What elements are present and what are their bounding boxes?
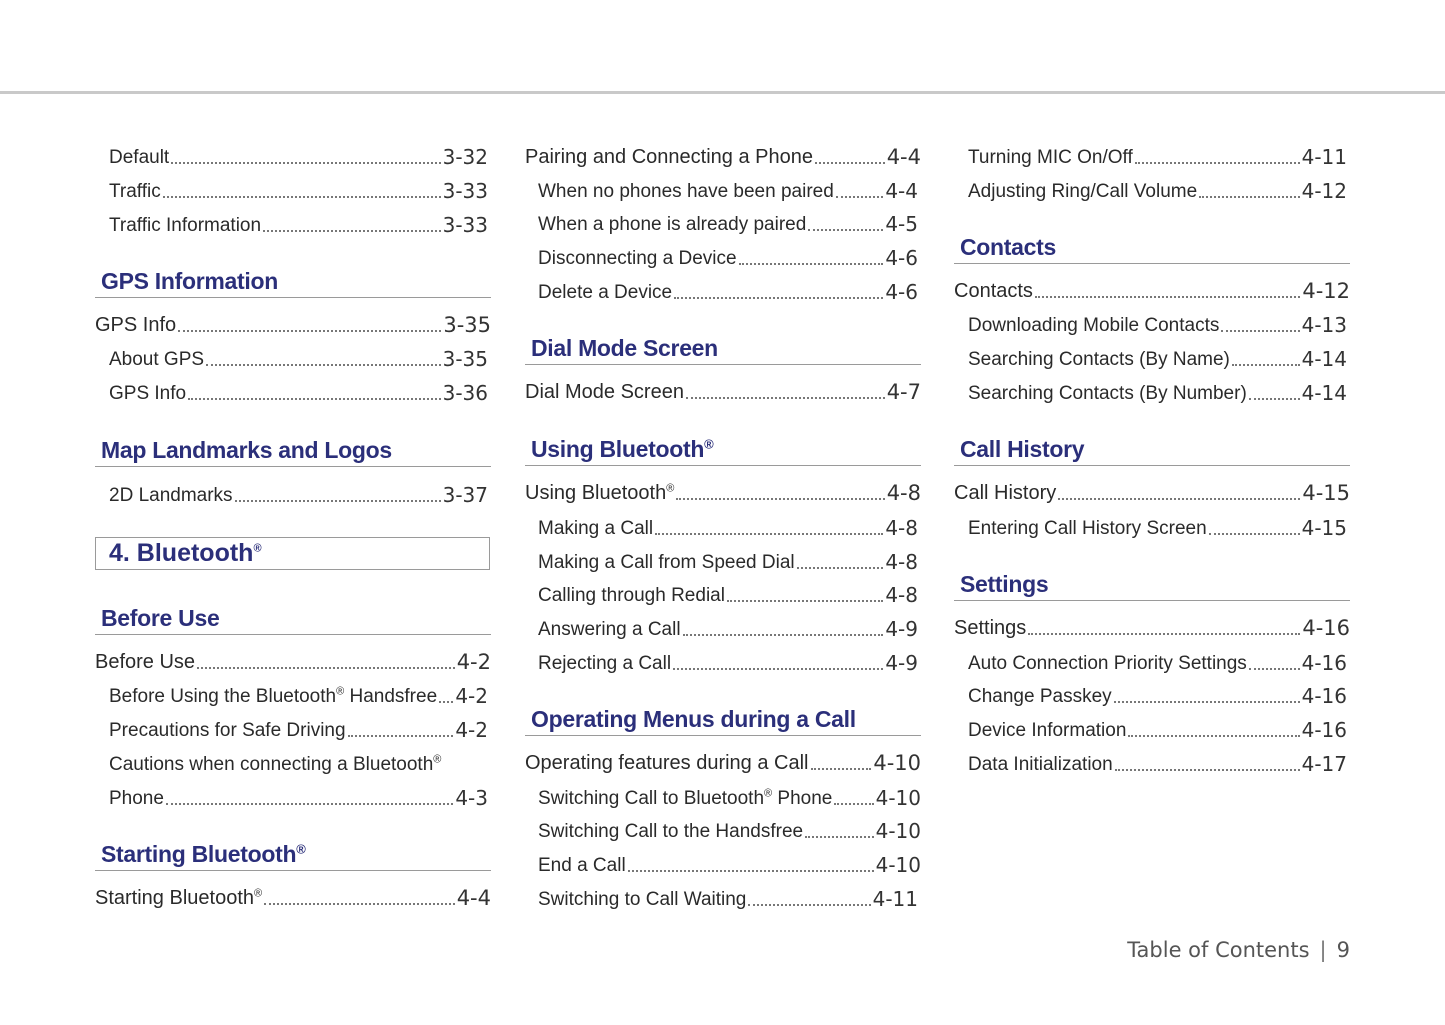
- toc-entry[interactable]: [109, 379, 488, 405]
- entry-page: 3-35: [442, 347, 488, 371]
- dot-leader: [673, 667, 883, 670]
- dot-leader: [1209, 532, 1300, 535]
- toc-entry[interactable]: [954, 277, 1350, 303]
- entry-page: 3-33: [442, 179, 488, 203]
- entry-page: 4-4: [456, 886, 491, 910]
- entry-page: 4-4: [886, 145, 921, 169]
- section-settings: [954, 570, 1350, 601]
- entry-page: 4-12: [1301, 179, 1347, 203]
- dot-leader: [834, 802, 873, 805]
- toc-entry[interactable]: [538, 278, 918, 304]
- dot-leader: [808, 228, 883, 231]
- entry-title: Disconnecting a Device: [538, 248, 737, 269]
- entry-title: Change Passkey: [968, 686, 1112, 707]
- entry-page: 4-2: [455, 684, 488, 708]
- toc-entry[interactable]: [109, 177, 488, 203]
- entry-title: Traffic: [109, 181, 161, 202]
- entry-page: 4-2: [456, 650, 491, 674]
- entry-page: 3-32: [442, 145, 488, 169]
- entry-title: GPS Info: [95, 314, 177, 336]
- toc-entry[interactable]: [525, 143, 921, 169]
- toc-entry[interactable]: [95, 648, 491, 674]
- dot-leader: [1232, 363, 1300, 366]
- toc-entry[interactable]: [538, 210, 918, 236]
- entry-page: 4-10: [873, 751, 921, 775]
- dot-leader: [739, 262, 884, 265]
- entry-title: Turning MIC On/Off: [968, 147, 1133, 168]
- entry-page: 4-11: [872, 887, 918, 911]
- dot-leader: [655, 532, 883, 535]
- toc-entry[interactable]: [968, 750, 1347, 776]
- entry-page: 4-16: [1301, 718, 1347, 742]
- entry-page: 4-5: [885, 212, 918, 236]
- toc-entry[interactable]: [538, 885, 918, 911]
- entry-page: 4-15: [1301, 516, 1347, 540]
- entry-page: 4-7: [886, 380, 921, 404]
- dot-leader: [1028, 632, 1300, 635]
- entry-title: Using Bluetooth®: [525, 482, 675, 504]
- toc-entry[interactable]: [538, 649, 918, 675]
- dot-leader: [815, 161, 885, 164]
- dot-leader: [748, 903, 870, 906]
- entry-page: 4-13: [1301, 313, 1347, 337]
- entry-page: 3-35: [443, 313, 491, 337]
- top-divider: [0, 91, 1445, 94]
- toc-entry[interactable]: [954, 614, 1350, 640]
- entry-title: Auto Connection Priority Settings: [968, 653, 1247, 674]
- entry-title: 2D Landmarks: [109, 485, 233, 506]
- toc-entry[interactable]: [968, 311, 1347, 337]
- toc-entry[interactable]: [525, 749, 921, 775]
- entry-title: Delete a Device: [538, 282, 673, 303]
- entry-page: 4-11: [1301, 145, 1347, 169]
- section-map-landmarks: [95, 436, 491, 467]
- toc-entry[interactable]: [538, 784, 921, 810]
- entry-title: Rejecting a Call: [538, 653, 672, 674]
- dot-leader: [1128, 734, 1299, 737]
- section-call-history: [954, 435, 1350, 466]
- entry-title: Before Using the Bluetooth® Handsfree: [109, 685, 438, 707]
- chapter-heading-box: [95, 537, 490, 570]
- dot-leader: [206, 363, 441, 366]
- entry-page: 4-10: [875, 819, 921, 843]
- dot-leader: [263, 229, 441, 232]
- dot-leader: [188, 397, 441, 400]
- entry-page: 4-4: [885, 179, 918, 203]
- page-number: 9: [1336, 938, 1350, 962]
- toc-entry-wrapped[interactable]: [109, 750, 488, 776]
- toc-entry[interactable]: [538, 177, 918, 203]
- entry-title: Settings: [954, 617, 1027, 639]
- toc-entry[interactable]: [525, 479, 921, 505]
- toc-entry[interactable]: [968, 716, 1347, 742]
- section-heading: Before Use: [101, 605, 220, 631]
- entry-page: 4-8: [886, 481, 921, 505]
- dot-leader: [1249, 667, 1300, 670]
- section-gps-information: [95, 267, 491, 298]
- dot-leader: [166, 802, 453, 805]
- section-before-use: [95, 604, 491, 635]
- toc-entry[interactable]: [954, 479, 1350, 505]
- entry-page: 3-36: [442, 381, 488, 405]
- entry-page: 3-37: [442, 483, 488, 507]
- dot-leader: [1221, 329, 1299, 332]
- toc-entry[interactable]: [525, 378, 921, 404]
- section-heading: Dial Mode Screen: [531, 335, 718, 361]
- dot-leader: [836, 195, 884, 198]
- dot-leader: [727, 599, 883, 602]
- dot-leader: [1114, 700, 1300, 703]
- entry-title: Precautions for Safe Driving: [109, 720, 346, 741]
- entry-title: Before Use: [95, 651, 196, 673]
- section-dial-mode-screen: [525, 334, 921, 365]
- dot-leader: [811, 767, 872, 770]
- entry-title: GPS Info: [109, 383, 187, 404]
- toc-entry[interactable]: [538, 615, 918, 641]
- entry-title: Downloading Mobile Contacts: [968, 315, 1220, 336]
- toc-entry[interactable]: [95, 884, 491, 910]
- entry-title: Searching Contacts (By Number): [968, 383, 1247, 404]
- entry-title: Operating features during a Call: [525, 752, 809, 774]
- toc-entry[interactable]: [538, 581, 918, 607]
- entry-title: Phone: [109, 788, 164, 809]
- toc-entry[interactable]: [538, 548, 918, 574]
- toc-entry[interactable]: [538, 514, 918, 540]
- dot-leader: [439, 700, 453, 703]
- chapter-title: 4. Bluetooth®: [109, 539, 262, 567]
- entry-title: Answering a Call: [538, 619, 681, 640]
- entry-page: 4-12: [1302, 279, 1350, 303]
- dot-leader: [1115, 768, 1300, 771]
- entry-page: 4-8: [885, 583, 918, 607]
- entry-title: Switching Call to the Handsfree: [538, 821, 804, 842]
- dot-leader: [1249, 397, 1300, 400]
- section-heading: Call History: [960, 436, 1085, 462]
- entry-title: Data Initialization: [968, 754, 1113, 775]
- footer-separator: |: [1319, 938, 1327, 962]
- dot-leader: [686, 396, 885, 399]
- entry-title: About GPS: [109, 349, 205, 370]
- toc-entry[interactable]: [968, 682, 1347, 708]
- entry-page: 4-3: [455, 786, 488, 810]
- entry-title: Entering Call History Screen: [968, 518, 1207, 539]
- entry-title: Adjusting Ring/Call Volume: [968, 181, 1198, 202]
- dot-leader: [676, 497, 884, 500]
- entry-title: When a phone is already paired: [538, 214, 807, 235]
- entry-title: Searching Contacts (By Name): [968, 349, 1230, 370]
- dot-leader: [163, 195, 441, 198]
- dot-leader: [235, 499, 441, 502]
- dot-leader: [264, 902, 455, 905]
- page-footer: [1127, 938, 1350, 962]
- entry-page: 4-10: [875, 853, 921, 877]
- toc-entry[interactable]: [968, 649, 1347, 675]
- toc-entry[interactable]: [538, 244, 918, 270]
- toc-entry[interactable]: [538, 817, 921, 843]
- dot-leader: [628, 869, 874, 872]
- entry-page: 4-14: [1301, 381, 1347, 405]
- toc-entry[interactable]: [109, 345, 488, 371]
- entry-page: 4-2: [455, 718, 488, 742]
- section-heading: GPS Information: [101, 268, 278, 294]
- section-contacts: [954, 233, 1350, 264]
- entry-page: 4-16: [1302, 616, 1350, 640]
- footer-title: Table of Contents: [1127, 938, 1310, 962]
- entry-title: Pairing and Connecting a Phone: [525, 146, 813, 168]
- dot-leader: [171, 161, 440, 164]
- entry-page: 4-15: [1302, 481, 1350, 505]
- entry-page: 4-9: [885, 617, 918, 641]
- entry-page: 3-33: [442, 213, 488, 237]
- section-heading: Starting Bluetooth®: [101, 841, 306, 867]
- entry-page: 4-17: [1301, 752, 1347, 776]
- entry-title: Device Information: [968, 720, 1127, 741]
- dot-leader: [348, 734, 454, 737]
- dot-leader: [178, 329, 441, 332]
- dot-leader: [1035, 295, 1300, 298]
- dot-leader: [1135, 161, 1300, 164]
- dot-leader: [805, 835, 874, 838]
- entry-title: Contacts: [954, 280, 1033, 302]
- entry-title: Default: [109, 147, 170, 168]
- entry-page: 4-16: [1301, 651, 1347, 675]
- toc-entry[interactable]: [109, 716, 488, 742]
- dot-leader: [674, 296, 883, 299]
- entry-title: Switching to Call Waiting: [538, 889, 747, 910]
- entry-title: Switching Call to Bluetooth® Phone: [538, 787, 833, 809]
- section-heading: Using Bluetooth®: [531, 436, 714, 462]
- toc-entry[interactable]: [95, 311, 491, 337]
- entry-title: Making a Call from Speed Dial: [538, 552, 795, 573]
- entry-title: When no phones have been paired: [538, 181, 834, 202]
- toc-entry[interactable]: [968, 143, 1347, 169]
- section-starting-bluetooth: [95, 840, 491, 871]
- section-heading: Operating Menus during a Call: [531, 706, 856, 732]
- dot-leader: [683, 633, 884, 636]
- section-operating-menus: [525, 705, 921, 736]
- dot-leader: [1058, 497, 1300, 500]
- entry-title: Dial Mode Screen: [525, 381, 684, 403]
- entry-page: 4-10: [875, 786, 921, 810]
- section-heading: Map Landmarks and Logos: [101, 437, 392, 463]
- entry-page: 4-8: [885, 516, 918, 540]
- toc-entry[interactable]: [109, 143, 488, 169]
- dot-leader: [197, 666, 455, 669]
- toc-entry[interactable]: [968, 379, 1347, 405]
- entry-title: End a Call: [538, 855, 626, 876]
- section-using-bluetooth: [525, 435, 921, 466]
- entry-page: 4-6: [885, 280, 918, 304]
- entry-title: Calling through Redial: [538, 585, 725, 606]
- toc-entry[interactable]: [538, 851, 921, 877]
- entry-title: Making a Call: [538, 518, 654, 539]
- entry-page: 4-14: [1301, 347, 1347, 371]
- entry-title: Cautions when connecting a Bluetooth®: [109, 753, 442, 775]
- toc-entry[interactable]: [109, 481, 488, 507]
- entry-page: 4-6: [885, 246, 918, 270]
- dot-leader: [797, 566, 884, 569]
- toc-entry[interactable]: [109, 784, 488, 810]
- entry-page: 4-8: [885, 550, 918, 574]
- toc-entry[interactable]: [968, 514, 1347, 540]
- entry-title: Call History: [954, 482, 1057, 504]
- toc-entry[interactable]: [109, 211, 488, 237]
- entry-title: Starting Bluetooth®: [95, 887, 263, 909]
- toc-entry[interactable]: [968, 345, 1347, 371]
- section-heading: Contacts: [960, 234, 1057, 260]
- entry-page: 4-9: [885, 651, 918, 675]
- toc-entry[interactable]: [968, 177, 1347, 203]
- entry-title: Traffic Information: [109, 215, 262, 236]
- toc-entry[interactable]: [109, 682, 488, 708]
- entry-page: 4-16: [1301, 684, 1347, 708]
- section-heading: Settings: [960, 571, 1049, 597]
- dot-leader: [1199, 195, 1299, 198]
